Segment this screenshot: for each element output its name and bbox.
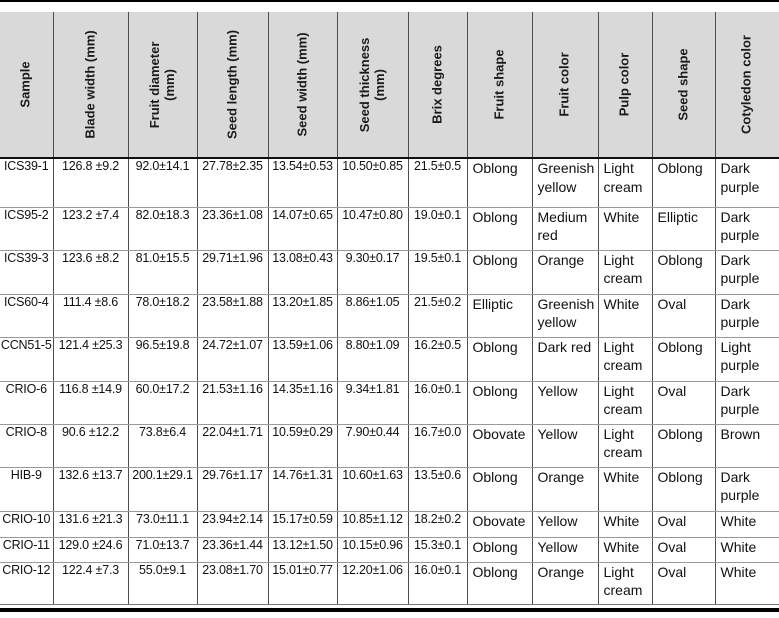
table-cell: Oval	[652, 381, 715, 424]
table-cell: 10.60±1.63	[337, 467, 408, 511]
table-cell: 21.5±0.2	[408, 294, 467, 337]
table-cell: 200.1±29.1	[128, 467, 197, 511]
table-cell: 13.20±1.85	[268, 294, 337, 337]
table-row-ics39-1	[0, 158, 779, 207]
table-cell: Oblong	[652, 424, 715, 467]
table-cell: Light purple	[715, 337, 779, 381]
column-header-label: Cotyledon color	[738, 35, 754, 134]
table-cell: 82.0±18.3	[128, 207, 197, 250]
table-cell: CRIO-6	[0, 381, 53, 424]
table-cell: CRIO-11	[0, 537, 53, 562]
table-cell: 7.90±0.44	[337, 424, 408, 467]
table-cell: CRIO-10	[0, 511, 53, 537]
table-cell: 14.07±0.65	[268, 207, 337, 250]
table-cell: Obovate	[467, 424, 532, 467]
table-cell: 78.0±18.2	[128, 294, 197, 337]
table-cell: White	[598, 511, 652, 537]
table-cell: 10.50±0.85	[337, 158, 408, 207]
table-cell: White	[715, 562, 779, 604]
table-row-ics60-4	[0, 294, 779, 337]
table-cell: HIB-9	[0, 467, 53, 511]
rotated-header-wrap	[198, 12, 268, 157]
table-cell: 29.76±1.17	[197, 467, 268, 511]
column-header-label: Fruit diameter (mm)	[146, 41, 177, 128]
table-cell: Dark purple	[715, 207, 779, 250]
table-cell: 123.2 ±7.4	[53, 207, 128, 250]
table-cell: Oblong	[652, 158, 715, 207]
table-cell: 15.3±0.1	[408, 537, 467, 562]
table-cell: 23.36±1.44	[197, 537, 268, 562]
table-cell: White	[715, 511, 779, 537]
rotated-header-wrap	[129, 12, 197, 157]
column-header-label: Seed thickness (mm)	[356, 37, 387, 132]
table-cell: Light cream	[598, 337, 652, 381]
table-cell: ICS95-2	[0, 207, 53, 250]
table-cell: Light cream	[598, 250, 652, 294]
table-cell: 23.36±1.08	[197, 207, 268, 250]
table-row-ics95-2	[0, 207, 779, 250]
table-cell: Light cream	[598, 381, 652, 424]
table-cell: Dark purple	[715, 158, 779, 207]
table-cell: 13.12±1.50	[268, 537, 337, 562]
rotated-header-wrap	[54, 12, 128, 157]
table-cell: Greenish yellow	[532, 294, 598, 337]
column-header-cotyledon-color	[715, 12, 779, 158]
table-cell: 12.20±1.06	[337, 562, 408, 604]
table-cell: 16.0±0.1	[408, 381, 467, 424]
table-cell: Dark purple	[715, 381, 779, 424]
table-cell: 10.85±1.12	[337, 511, 408, 537]
table-cell: 71.0±13.7	[128, 537, 197, 562]
table-cell: 18.2±0.2	[408, 511, 467, 537]
table-row-crio-11	[0, 537, 779, 562]
rotated-header-wrap	[338, 12, 408, 157]
rotated-header-wrap	[716, 12, 779, 157]
table-row-crio-10	[0, 511, 779, 537]
table-cell: Oblong	[652, 467, 715, 511]
column-header-label: Fruit color	[556, 52, 572, 117]
table-cell: 126.8 ±9.2	[53, 158, 128, 207]
table-cell: White	[598, 467, 652, 511]
table-cell: CCN51-5	[0, 337, 53, 381]
rotated-header-wrap	[533, 12, 598, 157]
table-body	[0, 158, 779, 604]
table-cell: 16.7±0.0	[408, 424, 467, 467]
table-cell: Oblong	[467, 562, 532, 604]
header-row	[0, 12, 779, 158]
bottom-rule	[0, 608, 779, 612]
table-cell: Dark purple	[715, 467, 779, 511]
table-cell: ICS39-1	[0, 158, 53, 207]
phenotype-table	[0, 12, 779, 605]
table-cell: Oblong	[467, 207, 532, 250]
table-cell: Oblong	[467, 537, 532, 562]
table-cell: 90.6 ±12.2	[53, 424, 128, 467]
table-cell: White	[715, 537, 779, 562]
table-cell: Oblong	[467, 467, 532, 511]
table-cell: 15.01±0.77	[268, 562, 337, 604]
table-cell: Yellow	[532, 537, 598, 562]
table-cell: 10.15±0.96	[337, 537, 408, 562]
table-cell: 122.4 ±7.3	[53, 562, 128, 604]
column-header-label: Fruit shape	[491, 49, 507, 120]
table-cell: Greenish yellow	[532, 158, 598, 207]
table-cell: 73.0±11.1	[128, 511, 197, 537]
rotated-header-wrap	[468, 12, 532, 157]
table-cell: 21.5±0.5	[408, 158, 467, 207]
rotated-header-wrap	[269, 12, 337, 157]
table-cell: Oval	[652, 511, 715, 537]
table-cell: 13.59±1.06	[268, 337, 337, 381]
table-cell: 24.72±1.07	[197, 337, 268, 381]
table-cell: Obovate	[467, 511, 532, 537]
table-cell: Oblong	[652, 337, 715, 381]
table-cell: 81.0±15.5	[128, 250, 197, 294]
column-header-label: Seed width (mm)	[294, 32, 310, 137]
column-header-seed-width-mm	[268, 12, 337, 158]
table-cell: Yellow	[532, 511, 598, 537]
table-cell: 16.0±0.1	[408, 562, 467, 604]
top-rule	[0, 0, 779, 2]
table-cell: 121.4 ±25.3	[53, 337, 128, 381]
table-cell: 14.35±1.16	[268, 381, 337, 424]
table-cell: CRIO-12	[0, 562, 53, 604]
table-cell: Light cream	[598, 424, 652, 467]
table-cell: ICS60-4	[0, 294, 53, 337]
table-cell: 23.08±1.70	[197, 562, 268, 604]
table-cell: 19.5±0.1	[408, 250, 467, 294]
table-cell: 13.54±0.53	[268, 158, 337, 207]
table-cell: ICS39-3	[0, 250, 53, 294]
table-cell: 16.2±0.5	[408, 337, 467, 381]
table-cell: 92.0±14.1	[128, 158, 197, 207]
table-cell: 131.6 ±21.3	[53, 511, 128, 537]
column-header-label: Blade width (mm)	[82, 30, 98, 139]
table-cell: Elliptic	[467, 294, 532, 337]
column-header-blade-width-mm	[53, 12, 128, 158]
table-cell: 73.8±6.4	[128, 424, 197, 467]
table-cell: 10.59±0.29	[268, 424, 337, 467]
table-cell: Yellow	[532, 424, 598, 467]
table-cell: 111.4 ±8.6	[53, 294, 128, 337]
table-cell: 10.47±0.80	[337, 207, 408, 250]
table-cell: Elliptic	[652, 207, 715, 250]
table-cell: CRIO-8	[0, 424, 53, 467]
table-cell: Orange	[532, 250, 598, 294]
column-header-label: Seed length (mm)	[224, 29, 240, 140]
table-row-ics39-3	[0, 250, 779, 294]
table-cell: Dark purple	[715, 294, 779, 337]
table-cell: Oval	[652, 562, 715, 604]
table-cell: Oblong	[652, 250, 715, 294]
table-cell: 23.58±1.88	[197, 294, 268, 337]
table-cell: 23.94±2.14	[197, 511, 268, 537]
table-cell: Orange	[532, 562, 598, 604]
table-cell: White	[598, 207, 652, 250]
column-header-fruit-shape	[467, 12, 532, 158]
table-cell: Oblong	[467, 250, 532, 294]
table-cell: Oblong	[467, 337, 532, 381]
column-header-fruit-color	[532, 12, 598, 158]
table-cell: Dark purple	[715, 250, 779, 294]
table-row-crio-8	[0, 424, 779, 467]
table-row-crio-6	[0, 381, 779, 424]
table-cell: Brown	[715, 424, 779, 467]
column-header-label: Brix degrees	[429, 45, 445, 124]
table-cell: 15.17±0.59	[268, 511, 337, 537]
column-header-seed-thickness-mm	[337, 12, 408, 158]
rotated-header-wrap	[599, 12, 652, 157]
column-header-fruit-diameter-mm	[128, 12, 197, 158]
table-cell: 13.08±0.43	[268, 250, 337, 294]
table-cell: 14.76±1.31	[268, 467, 337, 511]
table-cell: Medium red	[532, 207, 598, 250]
table-cell: 29.71±1.96	[197, 250, 268, 294]
table-row-hib-9	[0, 467, 779, 511]
table-cell: 123.6 ±8.2	[53, 250, 128, 294]
table-cell: Oval	[652, 537, 715, 562]
column-header-brix-degrees	[408, 12, 467, 158]
table-cell: 22.04±1.71	[197, 424, 268, 467]
table-cell: 55.0±9.1	[128, 562, 197, 604]
table-cell: 9.30±0.17	[337, 250, 408, 294]
rotated-header-wrap	[653, 12, 715, 157]
table-cell: Dark red	[532, 337, 598, 381]
table-cell: White	[598, 294, 652, 337]
column-header-seed-length-mm	[197, 12, 268, 158]
table-cell: Light cream	[598, 562, 652, 604]
table-row-ccn51-5	[0, 337, 779, 381]
table-cell: Oval	[652, 294, 715, 337]
table-cell: Oblong	[467, 381, 532, 424]
table-cell: 8.80±1.09	[337, 337, 408, 381]
column-header-seed-shape	[652, 12, 715, 158]
table-cell: 19.0±0.1	[408, 207, 467, 250]
table-cell: 27.78±2.35	[197, 158, 268, 207]
table-cell: 13.5±0.6	[408, 467, 467, 511]
table-cell: Oblong	[467, 158, 532, 207]
column-header-label: Seed shape	[675, 48, 691, 121]
column-header-label: Sample	[17, 61, 33, 108]
rotated-header-wrap	[409, 12, 467, 157]
column-header-sample	[0, 12, 53, 158]
table-cell: White	[598, 537, 652, 562]
table-cell: 8.86±1.05	[337, 294, 408, 337]
table-cell: Yellow	[532, 381, 598, 424]
table-cell: 132.6 ±13.7	[53, 467, 128, 511]
table-cell: 129.0 ±24.6	[53, 537, 128, 562]
table-cell: 60.0±17.2	[128, 381, 197, 424]
table-header	[0, 12, 779, 158]
table-cell: 96.5±19.8	[128, 337, 197, 381]
column-header-pulp-color	[598, 12, 652, 158]
table-cell: Light cream	[598, 158, 652, 207]
table-row-crio-12	[0, 562, 779, 604]
column-header-label: Pulp color	[616, 52, 632, 117]
table-cell: 9.34±1.81	[337, 381, 408, 424]
rotated-header-wrap	[0, 12, 53, 157]
table-cell: 116.8 ±14.9	[53, 381, 128, 424]
table-cell: Orange	[532, 467, 598, 511]
table-cell: 21.53±1.16	[197, 381, 268, 424]
